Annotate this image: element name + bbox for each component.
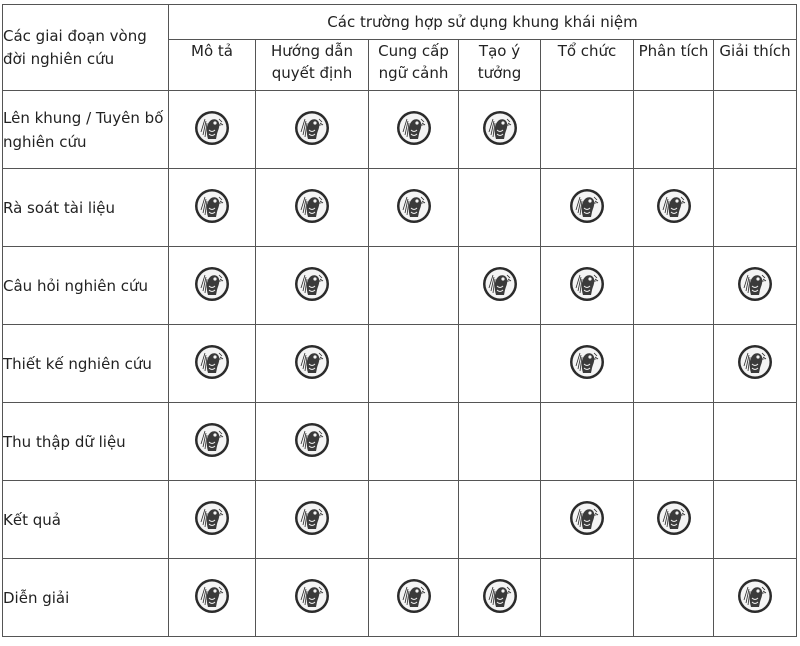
bird-badge-icon (294, 110, 330, 146)
bird-badge-icon (194, 188, 230, 224)
matrix-cell (634, 247, 714, 325)
matrix-cell (256, 403, 369, 481)
matrix-cell (459, 91, 541, 169)
bird-badge-icon (396, 188, 432, 224)
column-header: Hướng dẫn quyết định (256, 40, 369, 91)
bird-badge-icon (194, 422, 230, 458)
matrix-cell (256, 481, 369, 559)
bird-badge-icon (569, 188, 605, 224)
bird-badge-icon (294, 266, 330, 302)
matrix-cell (369, 169, 459, 247)
stage-label: Thu thập dữ liệu (3, 403, 169, 481)
bird-badge-icon (294, 500, 330, 536)
matrix-cell (459, 481, 541, 559)
matrix-cell (634, 91, 714, 169)
bird-badge-icon (482, 110, 518, 146)
matrix-cell (256, 247, 369, 325)
matrix-cell (714, 247, 797, 325)
matrix-cell (634, 403, 714, 481)
bird-badge-icon (396, 578, 432, 614)
bird-badge-icon (194, 578, 230, 614)
bird-badge-icon (737, 266, 773, 302)
bird-badge-icon (737, 578, 773, 614)
matrix-cell (714, 91, 797, 169)
column-header: Cung cấp ngữ cảnh (369, 40, 459, 91)
use-case-matrix (2, 4, 797, 637)
matrix-cell (369, 325, 459, 403)
table-row (3, 325, 797, 403)
matrix-cell (459, 559, 541, 637)
matrix-cell (459, 325, 541, 403)
matrix-cell (459, 169, 541, 247)
matrix-cell (541, 91, 634, 169)
stage-label: Rà soát tài liệu (3, 169, 169, 247)
column-header: Phân tích (634, 40, 714, 91)
bird-badge-icon (194, 500, 230, 536)
stage-label: Thiết kế nghiên cứu (3, 325, 169, 403)
table-row (3, 559, 797, 637)
bird-badge-icon (294, 344, 330, 380)
bird-badge-icon (482, 578, 518, 614)
column-header: Tổ chức (541, 40, 634, 91)
matrix-cell (541, 247, 634, 325)
matrix-cell (256, 559, 369, 637)
bird-badge-icon (569, 344, 605, 380)
table-row (3, 481, 797, 559)
bird-badge-icon (294, 188, 330, 224)
bird-badge-icon (569, 266, 605, 302)
matrix-cell (459, 403, 541, 481)
bird-badge-icon (194, 344, 230, 380)
matrix-cell (369, 247, 459, 325)
bird-badge-icon (294, 422, 330, 458)
matrix-cell (541, 169, 634, 247)
matrix-cell (169, 325, 256, 403)
matrix-cell (541, 325, 634, 403)
stage-label: Kết quả (3, 481, 169, 559)
matrix-cell (714, 559, 797, 637)
matrix-cell (169, 247, 256, 325)
matrix-cell (541, 559, 634, 637)
matrix-cell (634, 559, 714, 637)
table-row (3, 169, 797, 247)
bird-badge-icon (569, 500, 605, 536)
matrix-cell (634, 169, 714, 247)
bird-badge-icon (396, 110, 432, 146)
table-row (3, 403, 797, 481)
table-row (3, 91, 797, 169)
matrix-cell (169, 403, 256, 481)
matrix-cell (714, 169, 797, 247)
matrix-cell (256, 91, 369, 169)
matrix-cell (169, 91, 256, 169)
matrix-cell (634, 325, 714, 403)
matrix-cell (256, 169, 369, 247)
bird-badge-icon (656, 500, 692, 536)
matrix-cell (169, 169, 256, 247)
group-header: Các trường hợp sử dụng khung khái niệm (169, 5, 797, 40)
table-row (3, 247, 797, 325)
bird-badge-icon (194, 110, 230, 146)
matrix-cell (459, 247, 541, 325)
stage-label: Lên khung / Tuyên bố nghiên cứu (3, 91, 169, 169)
matrix-cell (714, 325, 797, 403)
column-header: Giải thích (714, 40, 797, 91)
matrix-cell (714, 403, 797, 481)
matrix-cell (169, 559, 256, 637)
matrix-cell (634, 481, 714, 559)
matrix-cell (541, 403, 634, 481)
matrix-cell (369, 403, 459, 481)
bird-badge-icon (482, 266, 518, 302)
matrix-cell (369, 91, 459, 169)
bird-badge-icon (294, 578, 330, 614)
bird-badge-icon (737, 344, 773, 380)
corner-header: Các giai đoạn vòng đời nghiên cứu (3, 5, 169, 91)
column-header: Mô tả (169, 40, 256, 91)
matrix-cell (256, 325, 369, 403)
matrix-cell (169, 481, 256, 559)
matrix-cell (714, 481, 797, 559)
stage-label: Diễn giải (3, 559, 169, 637)
matrix-cell (541, 481, 634, 559)
column-header: Tạo ý tưởng (459, 40, 541, 91)
bird-badge-icon (656, 188, 692, 224)
matrix-cell (369, 559, 459, 637)
stage-label: Câu hỏi nghiên cứu (3, 247, 169, 325)
matrix-cell (369, 481, 459, 559)
bird-badge-icon (194, 266, 230, 302)
